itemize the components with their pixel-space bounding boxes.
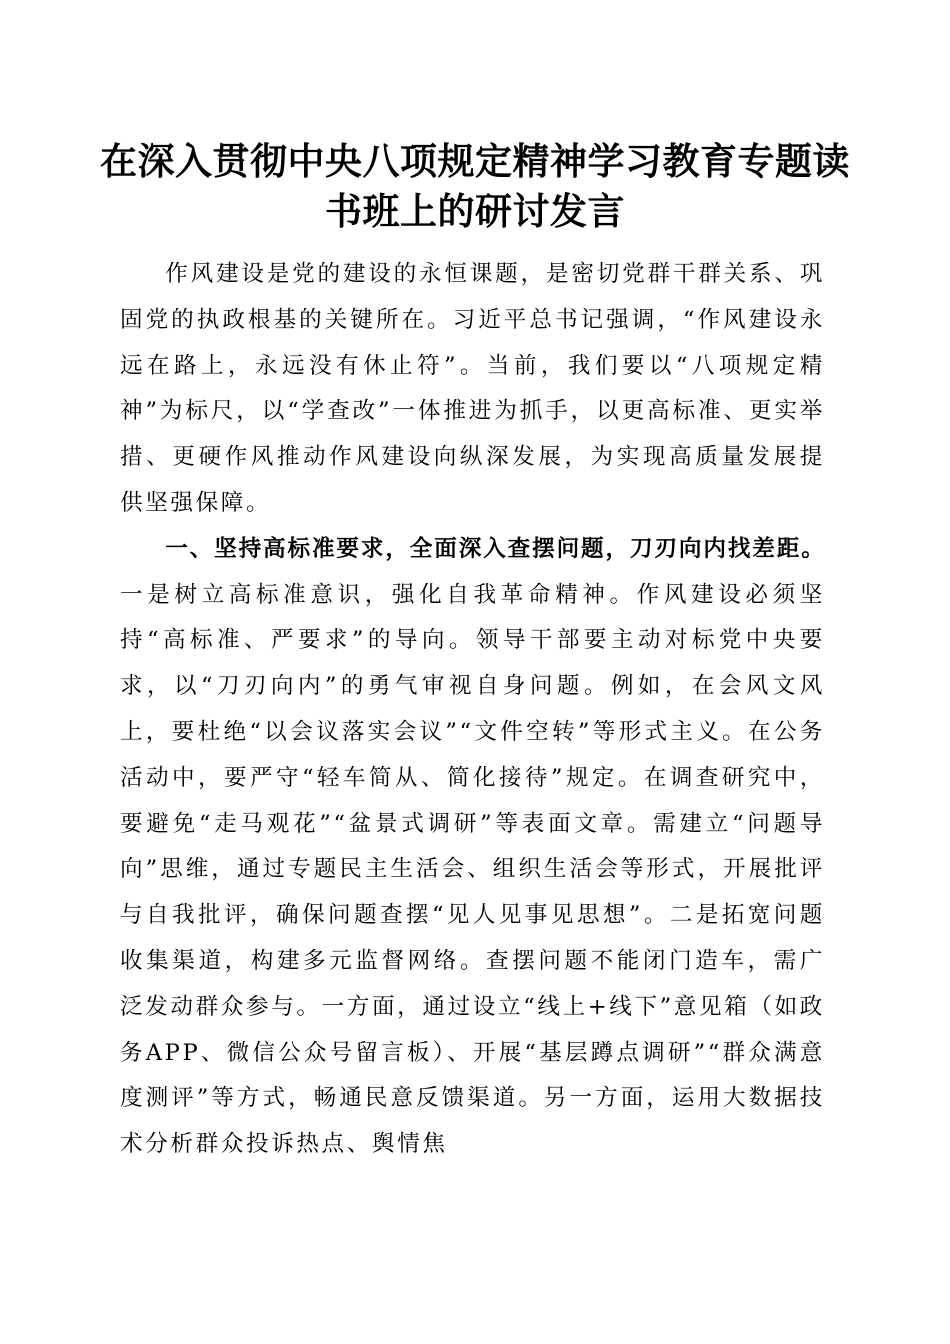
section-one-paragraph — [120, 527, 825, 1168]
section-one-heading: 一、坚持高标准要求，全面深入查摆问题，刀刃向内找差距。 — [165, 535, 825, 562]
intro-paragraph — [120, 252, 825, 527]
section-one-text: 一是树立高标准意识，强化自我革命精神。作风建设必须坚持“高标准、严要求”的导向。领导干部要主动对标党中央要求，以“刀刃向内”的勇气审视自身问题。例如，在会风文风上，要杜绝“以会议落实会议”“文件空转”等形式主义。在公务活动中，要严守“轻车简从、简化接待”规定。在调查研究中，要避免“走马观花”“盆景式调研”等表面文章。需建立“问题导向”思维，通过专题民主生活会、组织生活会等形式，开展批评与自我批评，确保问题查摆“见人见事见思想”。二是拓宽问题收集渠道，构建多元监督网络。查摆问题不能闭门造车，需广泛发动群众参与。一方面，通过设立“线上+线下”意见箱（如政务APP、微信公众号留言板）、开展“基层蹲点调研”“群众满意度测评”等方式，畅通民意反馈渠道。另一方面，运用大数据技术分析群众投诉热点、舆情焦 — [120, 581, 825, 1158]
title-line-2: 书班上的研讨发言 — [325, 189, 625, 233]
intro-text: 作风建设是党的建设的永恒课题，是密切党群干群关系、巩固党的执政根基的关键所在。习近平总书记强调，“作风建设永远在路上，永远没有休止符”。当前，我们要以“八项规定精神”为标尺，以“学查改”一体推进为抓手，以更高标准、更实举措、更硬作风推动作风建设向纵深发展，为实现高质量发展提供坚强保障。 — [120, 261, 825, 516]
title-line-1: 在深入贯彻中央八项规定精神学习教育专题读 — [100, 139, 850, 183]
document-body — [120, 252, 825, 1168]
document-title — [100, 136, 850, 236]
